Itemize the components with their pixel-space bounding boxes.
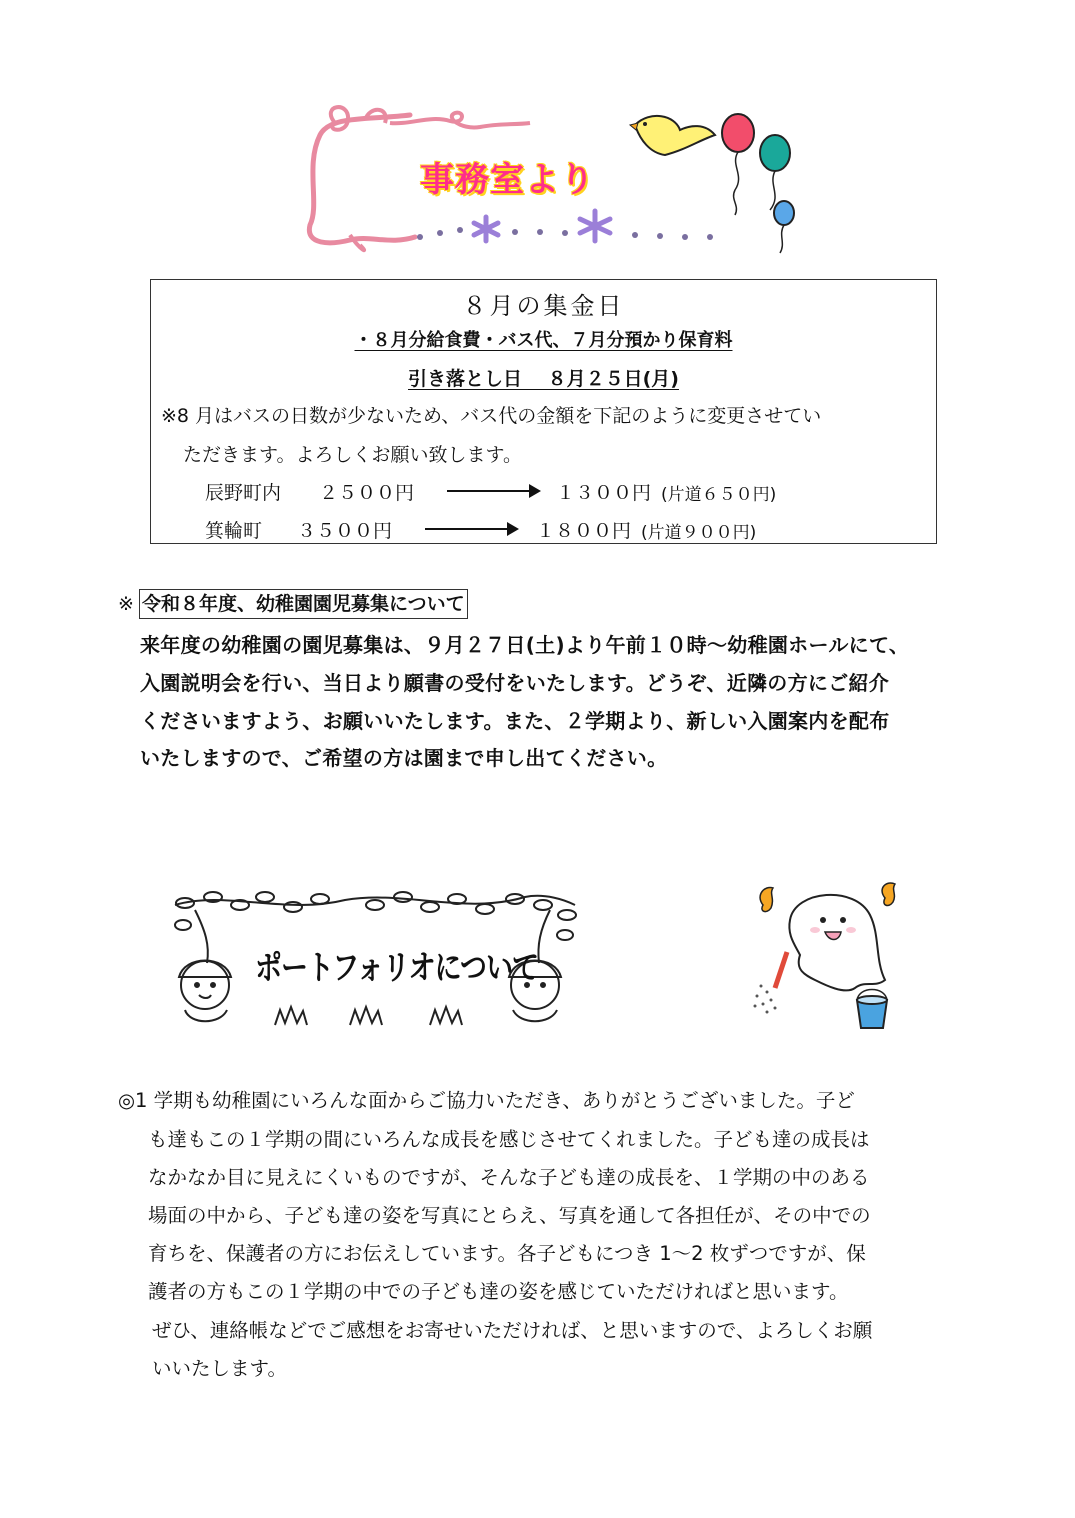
fee-row-old: ３５００円: [297, 520, 393, 542]
fee-row-oneway: (片道６５０円): [661, 485, 777, 505]
withdrawal-date: [151, 364, 936, 391]
recruit-line: くださいますよう、お願いいたします。また、２学期より、新しい入園案内を配布: [140, 709, 890, 733]
portfolio-line: も達もこの１学期の間にいろんな成長を感じさせてくれました。子ども達の成長は: [148, 1128, 870, 1151]
recruit-line: いたしますので、ご希望の方は園まで申し出てください。: [140, 746, 668, 770]
recruit-line: 来年度の幼稚園の園児募集は、９月２７日(土)より午前１０時～幼稚園ホールにて、: [140, 633, 910, 657]
bucket-icon: [857, 990, 887, 1029]
portfolio-line: ◎1 学期も幼稚園にいろんな面からご協力いただき、ありがとうございました。子ど: [118, 1089, 855, 1112]
portfolio-title: ポートフォリオについて: [255, 948, 539, 988]
recruit-heading: 令和８年度、幼稚園園児募集について: [139, 589, 468, 619]
fee-note-line-1: ※8 月はバスの日数が少ないため、バス代の金額を下記のように変更させてい: [161, 405, 822, 427]
fee-items-text: ・８月分給食費・バス代、７月分預かり保育料: [354, 330, 733, 351]
fee-row-area: 辰野町内: [205, 482, 282, 504]
fee-items: [151, 326, 936, 352]
portfolio-line: 場面の中から、子ども達の姿を写真にとらえ、写真を通して各担任が、その中での: [148, 1204, 871, 1227]
ghost-icon: [789, 895, 885, 991]
fee-row-area: 箕輪町: [205, 520, 263, 542]
fee-row-new: １３００円: [556, 482, 652, 504]
ghost-illustration: [745, 880, 905, 1035]
portfolio-line: 育ちを、保護者の方にお伝えしています。各子どもにつき 1～2 枚ずつですが、保: [148, 1242, 866, 1265]
fee-row-oneway: (片道９００円): [641, 523, 757, 543]
arrow-icon: [425, 528, 517, 530]
portfolio-line: ぜひ、連絡帳などでご感想をお寄せいただければ、と思いますので、よろしくお願: [152, 1319, 873, 1342]
bird-icon: [630, 116, 715, 155]
fee-row-old: ２５００円: [319, 482, 415, 504]
fee-title: ８月の集金日: [462, 292, 625, 320]
withdrawal-date-text: 引き落とし日 ８月２５日(月): [408, 368, 679, 390]
note-mark: ※: [118, 593, 134, 615]
fee-note-line-2: ただきます。よろしくお願い致します。: [183, 444, 522, 466]
arrow-icon: [447, 490, 539, 492]
fee-row-new: １８００円: [536, 520, 632, 542]
portfolio-line: いいたします。: [152, 1357, 287, 1380]
portfolio-line: 護者の方もこの１学期の中での子ども達の姿を感じていただければと思います。: [148, 1280, 849, 1303]
recruit-line: 入園説明会を行い、当日より願書の受付をいたします。どうぞ、近隣の方にご紹介: [140, 671, 890, 695]
balloons-icon: [722, 114, 794, 253]
portfolio-line: なかなか目に見えにくいものですが、そんな子ども達の成長を、１学期の中のある: [148, 1166, 870, 1189]
office-title: 事務室より: [420, 160, 595, 200]
fee-notice-box: [150, 279, 937, 544]
